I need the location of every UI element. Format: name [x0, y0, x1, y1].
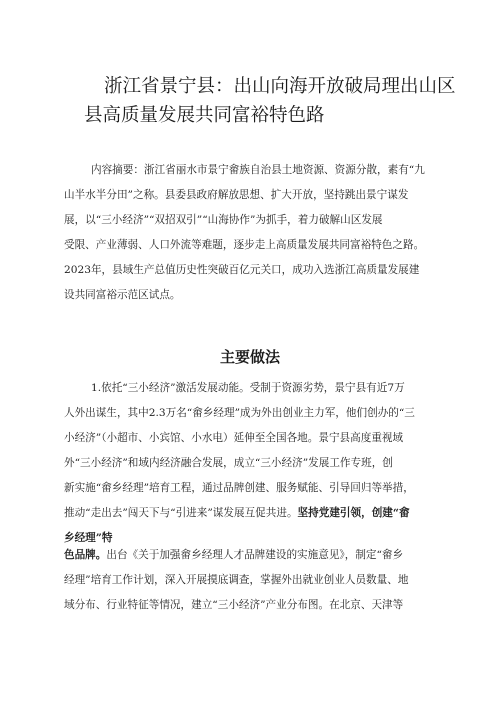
bold-heading-end: 色品牌。	[64, 549, 107, 561]
body-paragraph-2	[64, 543, 436, 618]
body-line: 新实施“畲乡经理”培育工程，通过品牌创建、服务赋能、引导回归等举措，	[64, 482, 414, 494]
body-line: 域分布、行业特征等情况，建立“三小经济”产业分布图。在北京、天津等	[64, 599, 404, 611]
section-heading: 主要做法	[219, 348, 280, 366]
summary-line: 展，以“三小经济”“双招双引”“山海协作”为抓手，着力破解山区发展	[64, 214, 383, 226]
body-line: 1.依托“三小经济”激活发展动能。受制于资源劣势，景宁县有近7万	[91, 382, 405, 394]
summary-line: 内容摘要：浙江省丽水市景宁畲族自治县土地资源、资源分散，素有“九	[91, 164, 425, 176]
body-line: 经理”培育工作计划，深入开展摸底调查，掌握外出就业创业人员数量、地	[64, 574, 409, 586]
document-title	[84, 72, 456, 130]
summary-paragraph	[64, 158, 436, 308]
title-line-1: 浙江省景宁县：出山向海开放破局理出山区	[104, 76, 456, 97]
body-line-text: 推动“走出去”闯天下与“引进来”谋发展互促共进。	[64, 507, 298, 519]
body-line-text: 出台《关于加强畲乡经理人才品牌建设的实施意见》，制定“畲乡	[106, 549, 404, 561]
summary-line: 设共同富裕示范区试点。	[64, 289, 181, 301]
title-line-2: 县高质量发展共同富裕特色路	[84, 105, 325, 126]
summary-line: 2023年，县域生产总值历史性突破百亿元关口，成功入选浙江高质量发展建	[64, 264, 420, 276]
body-paragraph-1	[64, 376, 436, 551]
body-line: 小经济”（小超市、小宾馆、小水电）延伸至全国各地。景宁县高度重视域	[64, 432, 404, 444]
summary-line: 山半水半分田”之称。县委县政府解放思想、扩大开放，坚持跳出景宁谋发	[64, 189, 409, 201]
summary-line: 受限、产业薄弱、人口外流等难题，逐步走上高质量发展共同富裕特色之路。	[64, 239, 425, 251]
body-line: 外“三小经济”和域内经济融合发展，成立“三小经济”发展工作专班，创	[64, 457, 393, 469]
body-line-with-bold	[64, 543, 436, 568]
bold-heading-start: 坚持党建引领，创建“畲	[297, 507, 410, 519]
body-line-with-bold	[64, 501, 436, 526]
bold-heading-cont: 乡经理”特	[64, 532, 113, 544]
body-line: 人外出谋生，其中2.3万名“畲乡经理”成为外出创业主力军，他们创办的“三	[64, 407, 415, 419]
